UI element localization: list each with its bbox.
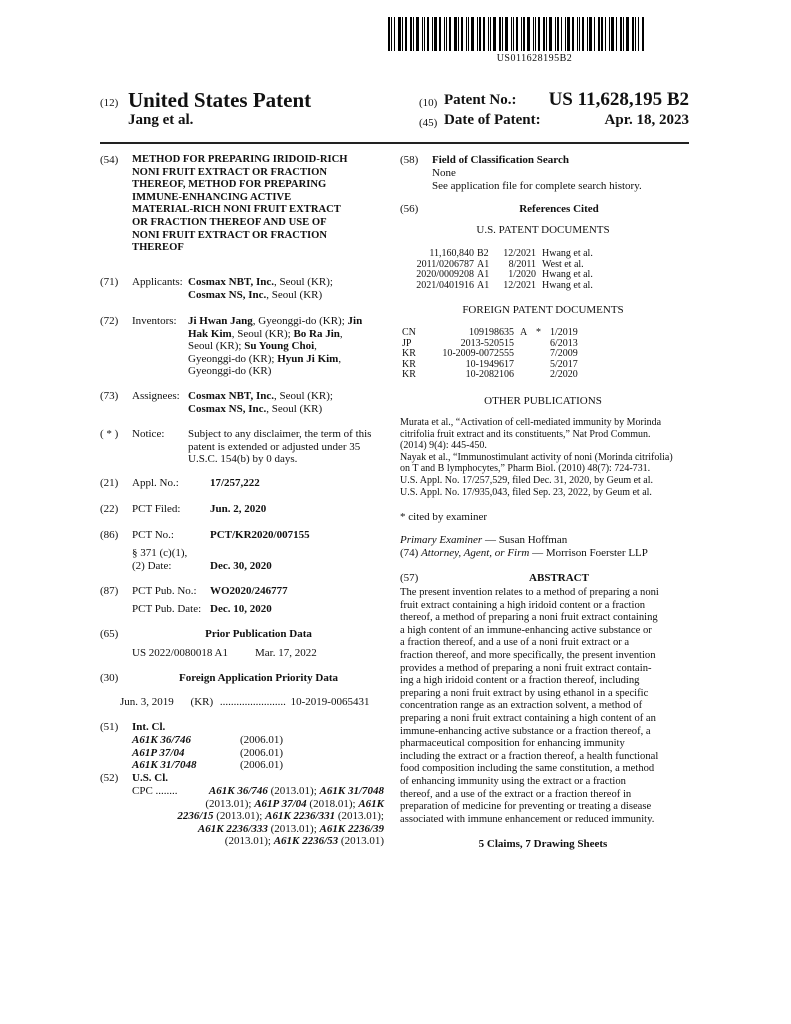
abstract-line: a high content of an immune-enhancing active substance or — [400, 624, 652, 636]
barcode-bar — [557, 17, 559, 51]
abstract-line: food composition including the same constitution, a method — [400, 763, 655, 775]
abstract-line: immune-enhancing active substance or a fraction thereof, a — [400, 725, 651, 737]
foreign-priority-heading: Foreign Application Priority Data — [179, 672, 338, 684]
barcode-bar — [582, 17, 584, 51]
barcode-bar — [623, 17, 624, 51]
patent-no-label: Patent No.: — [444, 92, 517, 108]
int-cl-list — [132, 734, 382, 772]
barcode-bar — [565, 17, 566, 51]
pct-pub-date-label: PCT Pub. Date: — [132, 603, 202, 615]
int-cl-row — [132, 747, 382, 760]
barcode-bar — [632, 17, 634, 51]
other-pubs-list — [400, 417, 686, 498]
barcode-bar — [511, 17, 512, 51]
barcode-bar — [549, 17, 552, 51]
abstract-line: of enhancing immunity using the extract or a fraction — [400, 775, 626, 787]
barcode-bar — [388, 17, 390, 51]
barcode-bar — [402, 17, 403, 51]
barcode-bar — [458, 17, 459, 51]
barcode-bar — [413, 17, 414, 51]
s371-date: Dec. 30, 2020 — [210, 560, 272, 572]
barcode-bar — [449, 17, 451, 51]
barcode-bar — [427, 17, 429, 51]
other-pubs-heading: OTHER PUBLICATIONS — [484, 395, 602, 407]
foreign-doc-row: JP 2013-520515 6/2013 — [402, 337, 578, 349]
code-12: (12) — [100, 97, 119, 109]
foreign-doc-row: CN 109198635 A * 1/2019 — [402, 327, 578, 338]
inventor-3: Bo Ra Jin — [293, 327, 340, 340]
barcode-bar — [490, 17, 491, 51]
us-doc-row: 2020/0009208 A1 1/2020 Hwang et al. — [416, 269, 593, 280]
int-cl-version: (2006.01) — [240, 734, 284, 746]
pct-pub-date: Dec. 10, 2020 — [210, 603, 272, 615]
barcode-bar — [432, 17, 433, 51]
barcode-bar — [567, 17, 570, 51]
pct-filed-date: Jun. 2, 2020 — [210, 503, 267, 515]
barcode-bar — [483, 17, 485, 51]
barcode-bar — [422, 17, 423, 51]
int-cl-row — [132, 759, 382, 772]
barcode-bar — [521, 17, 522, 51]
patent-number: US 11,628,195 B2 — [548, 89, 689, 110]
barcode-bar — [454, 17, 457, 51]
pct-no: PCT/KR2020/007155 — [210, 529, 310, 541]
foreign-doc-row: KR 10-1949617 5/2017 — [402, 358, 578, 370]
field-search-note: See application file for complete search history. — [432, 180, 642, 192]
barcode-bar — [579, 17, 580, 51]
title-line: MATERIAL-RICH NONI FRUIT EXTRACT — [132, 204, 341, 216]
barcode-bar — [499, 17, 501, 51]
field-search-none: None — [432, 167, 456, 179]
barcode-bar — [538, 17, 540, 51]
inventor-short: Jang et al. — [128, 112, 194, 128]
barcode-bar — [468, 17, 469, 51]
barcode-bar — [543, 17, 545, 51]
attorney: (74) Attorney, Agent, or Firm — Morrison Foerster LLP — [400, 547, 648, 559]
barcode-bar — [609, 17, 610, 51]
barcode-bar — [598, 17, 600, 51]
barcode-bar — [561, 17, 562, 51]
barcode-bar — [635, 17, 636, 51]
title-line: THEREOF, METHOD FOR PREPARING — [132, 179, 327, 191]
title-line: METHOD FOR PREPARING IRIDOID-RICH — [132, 154, 348, 165]
abstract-line: thereof, and a use of the extract or a fraction thereof in — [400, 788, 632, 800]
barcode-bar — [471, 17, 474, 51]
abstract-line: The present invention relates to a method of preparing a noni — [400, 587, 659, 598]
barcode-bar — [477, 17, 478, 51]
cited-by-examiner: * cited by examiner — [400, 511, 488, 523]
prior-pub-date: Mar. 17, 2022 — [255, 647, 317, 659]
barcode-bar — [546, 17, 547, 51]
barcode-bar — [513, 17, 514, 51]
barcode-bar — [446, 17, 447, 51]
foreign-docs-heading: FOREIGN PATENT DOCUMENTS — [462, 304, 624, 316]
barcode-bar — [488, 17, 489, 51]
code-45: (45) — [419, 117, 438, 129]
barcode-bar — [555, 17, 556, 51]
inventor-4: Su Young Choi — [244, 340, 315, 353]
us-doc-row: 2011/0206787 A1 8/2011 West et al. — [416, 258, 584, 270]
barcode-bar — [626, 17, 629, 51]
barcode-bar — [638, 17, 639, 51]
other-pub-line: Murata et al., “Activation of cell-mediated immunity by Morinda — [400, 417, 662, 428]
appl-no: 17/257,222 — [210, 477, 260, 489]
assignee-2: Cosmax NS, Inc. — [188, 402, 267, 415]
abstract-text — [400, 587, 686, 826]
us-doc-row: 11,160,840 B2 12/2021 Hwang et al. — [429, 248, 593, 259]
barcode-bar — [466, 17, 467, 51]
barcode-bar — [439, 17, 441, 51]
barcode-bar — [394, 17, 395, 51]
barcode-bar — [589, 17, 592, 51]
barcode-bar — [616, 17, 617, 51]
barcode-bar — [391, 17, 392, 51]
int-cl-version: (2006.01) — [240, 746, 284, 759]
barcode-bar — [533, 17, 534, 51]
barcode-bar — [642, 17, 644, 51]
barcode-bar — [405, 17, 407, 51]
other-pub-line: (2014) 9(4): 445-450. — [400, 440, 487, 452]
us-docs-heading: U.S. PATENT DOCUMENTS — [476, 224, 610, 236]
barcode-bar — [594, 17, 595, 51]
barcode-bar — [398, 17, 401, 51]
barcode-bar — [416, 17, 419, 51]
cpc-block: CPC ........ A61K 36/746 (2013.01); A61K 31/7048 (2013.01); A61P 37/04 (2018.01); A61K 2236/15 (2013.01); A61K 2236/331 (2013.01); A61K 2236/333 (2013.01); A61K 2236/39 (2013.01); A61K 2236/53 (2013.01) — [132, 785, 384, 848]
pct-pub-no: WO2020/246777 — [210, 585, 288, 597]
abstract-line: thereof, a method of preparing a noni fruit extract containing — [400, 612, 658, 624]
abstract-line: ing a high iridoid content or a fraction thereof, including — [400, 675, 640, 687]
us-docs-list — [400, 248, 686, 290]
barcode-bar — [505, 17, 508, 51]
country-title: United States Patent — [128, 88, 312, 112]
abstract-line: including the extract or a fraction thereof, a health functional — [400, 750, 659, 762]
prior-pub-heading: Prior Publication Data — [205, 628, 312, 640]
abstract-line: concentration range as an extraction solvent, a method of — [400, 700, 643, 712]
s371-label-1: § 371 (c)(1), — [132, 547, 188, 559]
assignee-1: Cosmax NBT, Inc. — [188, 390, 274, 402]
title-line: OR FRACTION THEREOF AND USE OF — [132, 216, 327, 228]
other-pub-line: Nayak et al., “Immunostimulant activity of noni (Morinda citrifolia) — [400, 451, 673, 463]
barcode-bar — [572, 17, 574, 51]
abstract-line: pharmaceutical composition for enhancing immunity — [400, 738, 625, 750]
barcode — [388, 17, 681, 51]
abstract-line: preparing a noni fruit extract by using ethanol in a specific — [400, 687, 649, 699]
int-cl-class: A61P 37/04 — [132, 746, 185, 759]
title-line: NONI FRUIT EXTRACT OR FRACTION — [132, 166, 328, 178]
barcode-bar — [493, 17, 496, 51]
barcode-bar — [410, 17, 412, 51]
foreign-doc-row: KR 10-2082106 2/2020 — [402, 369, 578, 380]
title-line: THEREOF — [132, 242, 184, 254]
header-rule — [100, 142, 689, 144]
patent-title — [132, 154, 382, 255]
barcode-bar — [601, 17, 603, 51]
s371-label-2: (2) Date: — [132, 560, 172, 572]
barcode-bar — [444, 17, 445, 51]
publication-number: US011628195B2 — [496, 53, 573, 64]
barcode-bar — [527, 17, 530, 51]
primary-examiner: Primary Examiner — Susan Hoffman — [400, 534, 568, 546]
barcode-bar — [620, 17, 622, 51]
barcode-bar — [479, 17, 481, 51]
us-doc-row: 2021/0401916 A1 12/2021 Hwang et al. — [416, 279, 593, 291]
foreign-doc-row: KR 10-2009-0072555 7/2009 — [402, 348, 578, 359]
inventor-2: Hak Kim — [188, 327, 232, 340]
barcode-bar — [605, 17, 606, 51]
prior-pub-number: US 2022/0080018 A1 — [132, 647, 228, 659]
int-cl-version: (2006.01) — [240, 759, 284, 772]
other-pub-line: U.S. Appl. No. 17/935,043, filed Sep. 23, 2022, by Geum et al. — [400, 486, 652, 498]
abstract-line: a fraction thereof, and a use of a noni fruit extract or a — [400, 637, 630, 649]
inventor-1: Ji Hwan Jang — [188, 315, 253, 327]
patent-date: Apr. 18, 2023 — [604, 112, 689, 128]
abstract-line: preparing a noni fruit extract containing a high content of an — [400, 712, 656, 724]
abstract-line: associated with immune enhancement or reduced immunity. — [400, 813, 655, 825]
abstract-line: fraction thereof, and more specifically, the present invention — [400, 649, 656, 661]
foreign-docs-list — [400, 327, 686, 380]
refs-heading: References Cited — [519, 203, 599, 215]
barcode-bar — [516, 17, 518, 51]
claims-summary: 5 Claims, 7 Drawing Sheets — [478, 838, 608, 850]
foreign-priority-row: Jun. 3, 2019 (KR) ........................ 10-2019-0065431 — [120, 696, 370, 708]
barcode-bar — [611, 17, 614, 51]
barcode-bar — [535, 17, 536, 51]
int-cl-row — [132, 734, 382, 747]
barcode-bar — [461, 17, 463, 51]
code-10: (10) — [419, 97, 438, 109]
int-cl-class: A61K 31/7048 — [132, 759, 197, 772]
barcode-bar — [577, 17, 578, 51]
inventor-5: Hyun Ji Kim — [277, 352, 339, 365]
title-line: NONI FRUIT EXTRACT OR FRACTION — [132, 229, 328, 241]
abstract-line: preparation of medicine for preventing or treating a disease — [400, 801, 652, 813]
applicant-1: Cosmax NBT, Inc. — [188, 276, 274, 288]
abstract-line: provides a method of preparing a noni fruit extract contain- — [400, 662, 652, 674]
barcode-bar — [587, 17, 588, 51]
date-label: Date of Patent: — [444, 112, 541, 128]
barcode-bar — [434, 17, 437, 51]
abstract-heading: ABSTRACT — [529, 572, 589, 584]
title-line: IMMUNE-ENHANCING ACTIVE — [132, 191, 292, 203]
barcode-bar — [523, 17, 525, 51]
other-pub-line: on T and B lymphocytes,” Pharm Biol. (2010) 48(7): 724-731. — [400, 463, 651, 475]
barcode-bar — [502, 17, 503, 51]
barcode-bar — [424, 17, 425, 51]
other-pub-line: U.S. Appl. No. 17/257,529, filed Dec. 31, 2020, by Geum et al. — [400, 474, 654, 486]
abstract-line: fruit extract containing a high iridoid content or a fraction — [400, 599, 646, 611]
int-cl-class: A61K 36/746 — [132, 734, 191, 746]
applicant-2: Cosmax NS, Inc. — [188, 288, 267, 301]
other-pub-line: citrifolia fruit extract and its constituents,” Nat Prod Commun. — [400, 428, 651, 440]
